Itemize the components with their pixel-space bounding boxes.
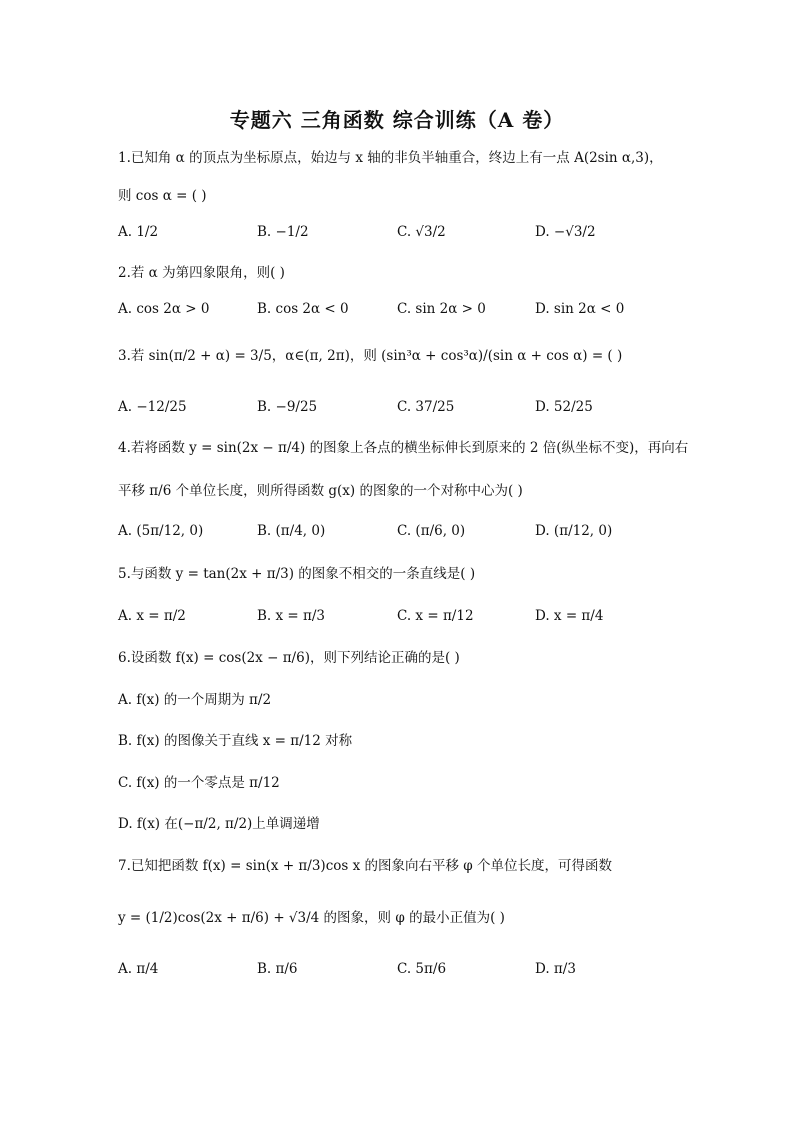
question-7-option-c: C. 5π/6 <box>397 961 447 977</box>
question-6-option-c: C. f(x) 的一个零点是 π/12 <box>118 775 280 791</box>
page-title: 专题六 三角函数 综合训练（A 卷） <box>229 108 565 132</box>
question-6-stem: 6.设函数 f(x) = cos(2x − π/6)，则下列结论正确的是( ) <box>118 650 460 666</box>
question-4-option-b: B. (π/4, 0) <box>257 523 326 539</box>
question-5-option-b: B. x = π/3 <box>257 608 326 624</box>
question-1-option-c: C. √3/2 <box>397 224 446 240</box>
question-2-option-c: C. sin 2α > 0 <box>397 301 486 317</box>
question-5-stem: 5.与函数 y = tan(2x + π/3) 的图象不相交的一条直线是( ) <box>118 566 476 582</box>
question-6-option-d: D. f(x) 在(−π/2, π/2)上单调递增 <box>118 816 320 832</box>
question-4-option-a: A. (5π/12, 0) <box>118 523 204 539</box>
question-7-stem-continued: y = (1/2)cos(2x + π/6) + √3/4 的图象，则 φ 的最小正值为( ) <box>118 910 505 926</box>
question-1-stem: 1.已知角 α 的顶点为坐标原点，始边与 x 轴的非负半轴重合，终边上有一点 A(2sin α,3)， <box>118 150 663 166</box>
question-1-stem-continued: 则 cos α = ( ) <box>118 188 207 204</box>
question-2-option-b: B. cos 2α < 0 <box>257 301 349 317</box>
question-7-option-d: D. π/3 <box>535 961 576 977</box>
question-5-option-a: A. x = π/2 <box>118 608 186 624</box>
question-7-option-b: B. π/6 <box>257 961 298 977</box>
question-7-option-a: A. π/4 <box>118 961 159 977</box>
question-2-stem: 2.若 α 为第四象限角，则( ) <box>118 265 285 281</box>
question-3-option-b: B. −9/25 <box>257 399 318 415</box>
question-3-option-c: C. 37/25 <box>397 399 455 415</box>
question-2-option-a: A. cos 2α > 0 <box>118 301 210 317</box>
question-1-option-d: D. −√3/2 <box>535 224 596 240</box>
question-6-option-b: B. f(x) 的图像关于直线 x = π/12 对称 <box>118 733 353 749</box>
question-4-stem-continued: 平移 π/6 个单位长度，则所得函数 g(x) 的图象的一个对称中心为( ) <box>118 483 523 499</box>
question-1-option-b: B. −1/2 <box>257 224 309 240</box>
question-4-option-c: C. (π/6, 0) <box>397 523 466 539</box>
question-4-option-d: D. (π/12, 0) <box>535 523 613 539</box>
question-3-stem: 3.若 sin(π/2 + α) = 3/5，α∈(π, 2π)，则 (sin³α + cos³α)/(sin α + cos α) = ( ) <box>118 348 623 364</box>
question-3-option-a: A. −12/25 <box>118 399 187 415</box>
question-2-option-d: D. sin 2α < 0 <box>535 301 625 317</box>
question-5-option-d: D. x = π/4 <box>535 608 604 624</box>
question-4-stem: 4.若将函数 y = sin(2x − π/4) 的图象上各点的横坐标伸长到原来的 2 倍(纵坐标不变)，再向右 <box>118 440 689 456</box>
question-1-option-a: A. 1/2 <box>118 224 159 240</box>
question-5-option-c: C. x = π/12 <box>397 608 474 624</box>
question-6-option-a: A. f(x) 的一个周期为 π/2 <box>118 692 272 708</box>
question-3-option-d: D. 52/25 <box>535 399 593 415</box>
question-7-stem: 7.已知把函数 f(x) = sin(x + π/3)cos x 的图象向右平移 φ 个单位长度，可得函数 <box>118 858 613 874</box>
